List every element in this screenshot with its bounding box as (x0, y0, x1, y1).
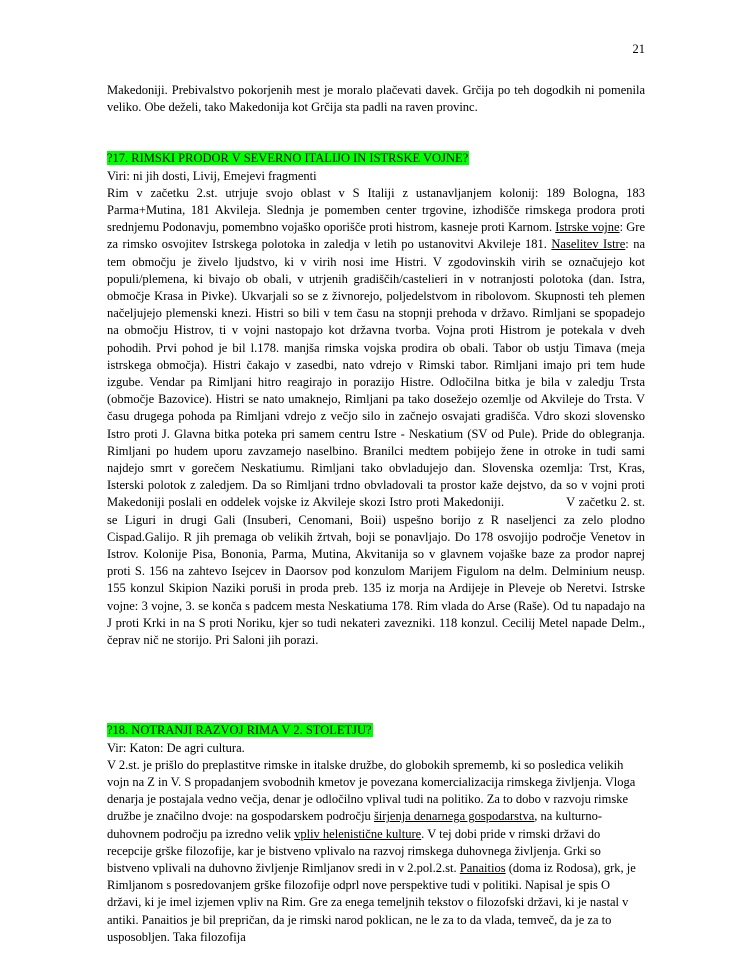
section-17-underline-1: Istrske vojne (555, 220, 620, 235)
section-spacer (107, 705, 645, 722)
section-heading-17-text: ?17. RIMSKI PRODOR V SEVERNO ITALIJO IN ISTRSKE VOJNE? (107, 151, 469, 166)
section-18-underline-2: vpliv helenistične kulture (294, 826, 422, 841)
section-17-sources: Viri: ni jih dosti, Livij, Emejevi fragmenti (107, 168, 317, 183)
section-17-body-part-3: : na tem območju je živelo ljudstvo, ki v virih nosi ime Histri. V zgodovinskih virih se označujejo kot populi/plemena, ki bivajo ob obali, v utrjenih gradiščih/castelieri in v notranjosti polotoka (dan. Istra, območje Krasa in Pivke). Ukvarjali so se z živnorejo, poljedelstvom in ribolovom. Skupnosti teh plemen načeljujejo plemenski knezi. Histri so bili v tem času na stopnji prehoda v državo. Rimljani se spopadejo na območju Histrov, ti v vojni nastopajo kot državna tvorba. Vojna proti Histrom je potekala v dveh pohodih. Prvi pohod je bil l.178. manjša rimska vojska prodira ob obali. Tabor ob ustju Timava (meja istrskega območja). Histri čakajo v zasedbi, nato vdrejo v Rimski tabor. Rimljani imajo pri tem hude izgube. Vendar pa Rimljani hitro reagirajo in porazijo Histre. Odločilna bitka je bila v zaledju Trsta (območje Bazovice). Histri se nato umaknejo, Rimljani pa tako dosežejo ozemlje od Akvileje do Trsta. V času drugega pohoda pa Rimljani vdrejo z večjo silo in začnejo osvajati gradišča. Vdro skozi slovensko Istro proti J. Glavna bitka poteka pri samem centru Istre - Neskatium (SV od Pule). Pride do oblegranja. Rimljani po hudem uporu zavzamejo naselbino. Branilci medtem pobijejo žene in otroke in tudi sami najdejo smrt v gorečem Neskatiumu. Rimljani tako obvladujejo dan. Slovenska ozemlja: Trst, Kras, Isterski polotok z zaledjem. Da so Rimljani trdno obvladovali ta prostor kaže dejstvo, da so v vojni proti Makedoniji poslali en oddelek vojske iz Akvileje skozi Istro proti Makedoniji. (107, 237, 645, 510)
section-18-body (107, 757, 645, 946)
section-18-sources: Vir: Katon: De agri cultura. (107, 740, 245, 755)
section-17-body-part-4: V začetku 2. st. se Liguri in drugi Gali (Insuberi, Cenomani, Boii) uspešno borijo z R naseljenci za zelo plodno Cispad.Galijo. R jih premaga ob velikih žrtvah, boji se ponavljajo. Do 178 osvojijo področje Venetov in Istrov. Kolonije Pisa, Bononia, Parma, Mutina, Akvitanija so v glavnem vojaške baze za prodor naprej proti S. 156 na zahtevo Isejcev in Daorsov pod konzulom Marijem Figulom na delm. Delminium neusp. 155 konzul Skipion Naziki poruši in proda preb. 135 iz morja na Ardijeje in Pleveje ob Neretvi. Istrske vojne: 3 vojne, 3. se konča s padcem mesta Neskatiuma 178. Rim vlada do Arse (Raše). Od tu napadajo na J proti Krki in na S proti Noriku, kjer so tudi nekateri zavezniki. 118 konzul. Cecilij Metel napade Delm., čeprav nič ne storijo. Pri Saloni jih porazi. (107, 495, 646, 648)
section-spacer (107, 649, 645, 705)
section-17-body-part-1: Rim v začetku 2.st. utrjuje svojo oblast v S Italiji z ustanavljanjem kolonij: 189 Bologna, 183 Parma+Mutina, 181 Akvileja. Slednja je pomemben center trgovine, izhodišče rimskega prodora proti srednjemu Podonavju, pomembno vojaško oporišče proti histrom, kasneje proti Karnom. (107, 185, 645, 235)
section-heading-18 (107, 722, 645, 739)
section-17-underline-2: Naselitev Istre (551, 237, 626, 252)
section-18-underline-3: Panaitios (459, 860, 506, 875)
section-18-body-part-2: , na kulturno-duhovnem področju pa izredno velik (107, 809, 602, 841)
section-heading-17 (107, 150, 645, 167)
section-18-underline-1: širjenja denarnega gospodarstva (373, 809, 535, 824)
section-18-body-part-3: . V tej dobi pride v rimski državi do recepcije grške filozofije, kar je bistveno vplivalo na razvoj rimskega duhovnega življenja. Grki so bistveno vplivali na duhovno življenje Rimljanov sredi in v 2.pol.2.st. (107, 826, 601, 875)
section-18-body-part-1: V 2.st. je prišlo do preplastitve rimske in italske družbe, do globokih sprememb, ki so posledica velikih vojn na Z in V. S propadanjem svobodnih kmetov je povezana komercializacija rimskega življenja. Vloga denarja je postajala vedno večja, denar je odločilno vplival tudi na politiko. Za to dobo v razvoju rimske družbe je značilno dvoje: na gospodarskem področju (107, 757, 636, 824)
intro-paragraph: Makedoniji. Prebivalstvo pokorjenih mest je moralo plačevati davek. Grčija po teh dogodkih ni pomenila veliko. Obe deželi, tako Makedonija kot Grčija sta padli na raven provinc. (107, 83, 645, 115)
section-spacer (107, 116, 645, 150)
section-18-body-part-4: (doma iz Rodosa), grk, je Rimljanom s posredovanjem grške filozofije odprl nove perspektive tudi v politiki. Napisal je spis O državi, ki je imel izjemen vpliv na Rim. Gre za enega temeljnih tekstov o filozofski državi, ki je nastal v antiki. Panaitios je bil prepričan, da je rimski narod poklican, ne le za to da vlada, temveč, da je za to usposobljen. Taka filozofija (107, 860, 636, 944)
section-17-body-part-2: : Gre za rimsko osvojitev Istrskega polotoka in zaledja v letih po ustanovitvi Akvileje 181. (107, 220, 646, 252)
section-heading-18-text: ?18. NOTRANJI RAZVOJ RIMA V 2. STOLETJU? (107, 723, 372, 738)
page-number: 21 (632, 42, 645, 56)
section-17-body (107, 185, 645, 649)
page-content (107, 82, 645, 946)
